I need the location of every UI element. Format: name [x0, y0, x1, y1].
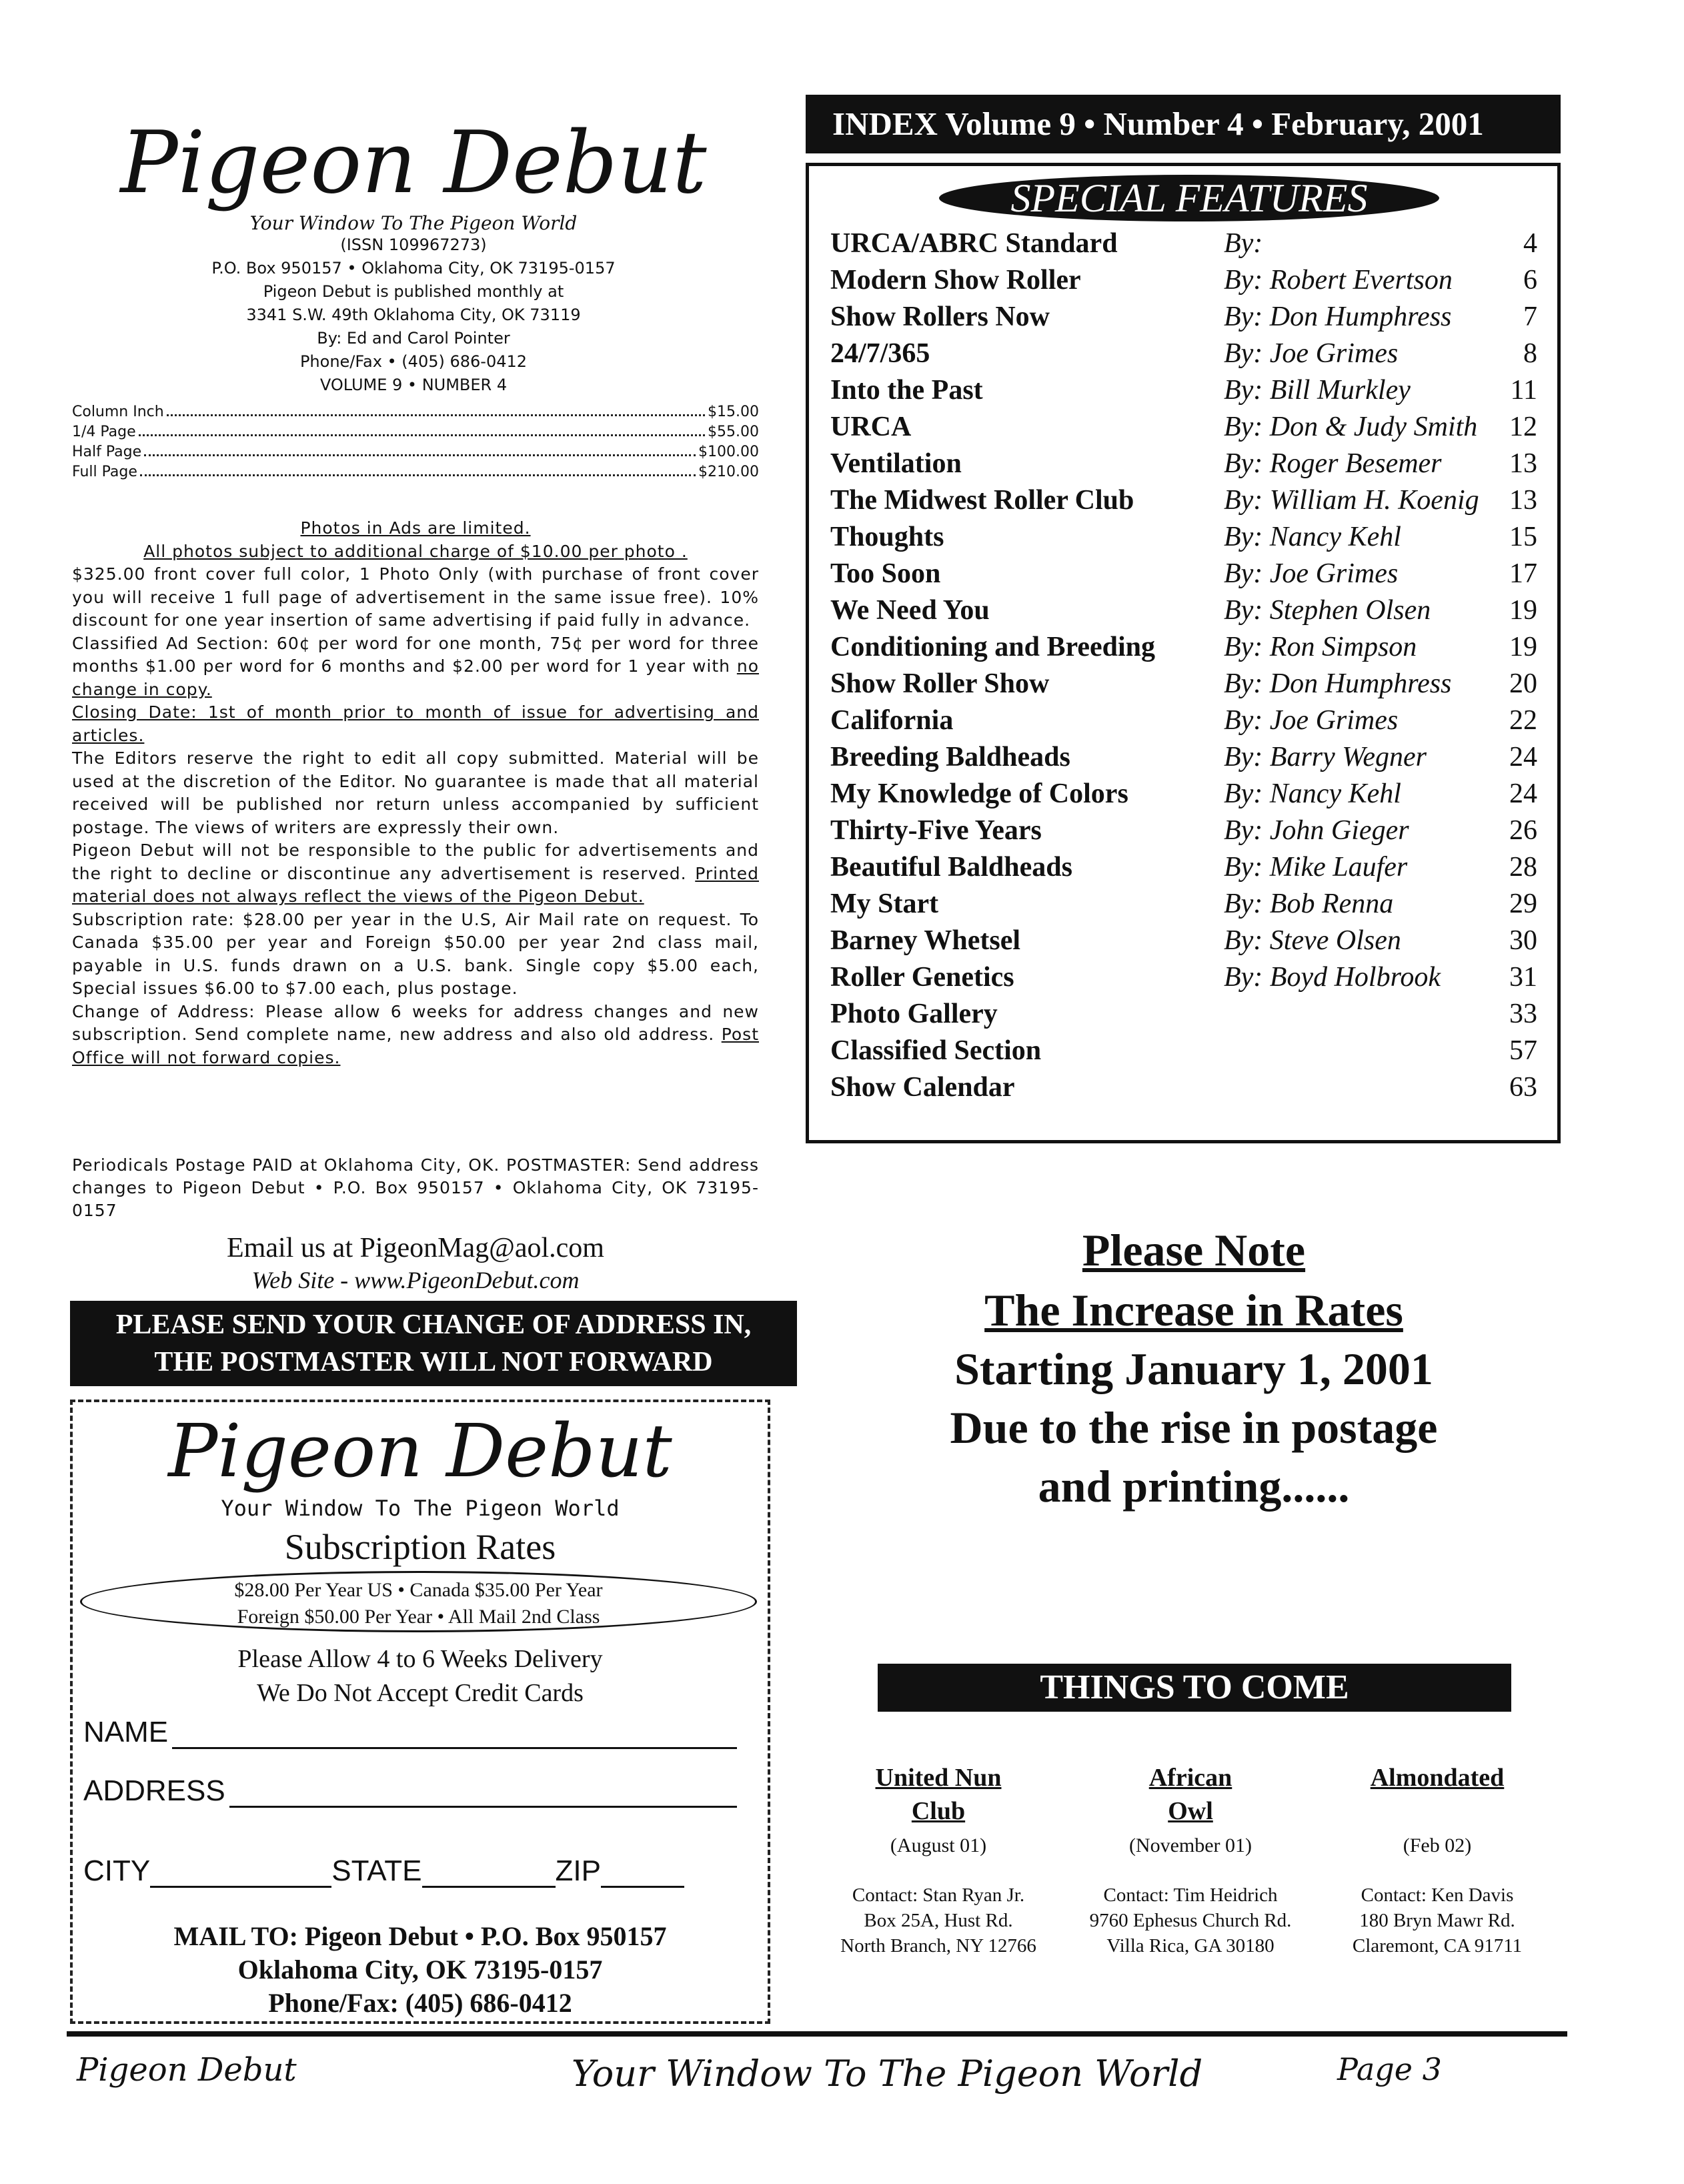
feature-row	[830, 372, 1537, 409]
po-box: P.O. Box 950157 • Oklahoma City, OK 73195-0157	[211, 259, 616, 278]
feature-title: Modern Show Roller	[830, 265, 1081, 296]
feature-page: 12	[1509, 412, 1537, 442]
feature-title: 24/7/365	[830, 338, 930, 369]
city-line[interactable]	[150, 1861, 331, 1888]
feature-by: By: Joe Grimes	[1224, 558, 1399, 589]
feature-by: By: Bill Murkley	[1224, 375, 1411, 406]
feature-row	[830, 666, 1537, 702]
feature-by: By: Bob Renna	[1224, 889, 1394, 919]
feature-title: Too Soon	[830, 558, 941, 589]
feature-row	[830, 739, 1537, 776]
editors-note: The Editors reserve the right to edit all copy submitted. Material will be used at the discretion of the Editor. No guarantee is made that all material received will be published nor return unless accompanied by sufficient postage. The views of writers are expressly their own.	[72, 748, 759, 837]
street-address: 3341 S.W. 49th Oklahoma City, OK 73119	[246, 306, 581, 324]
feature-by: By: Stephen Olsen	[1224, 595, 1431, 626]
rate-label: Column Inch	[72, 404, 164, 420]
feature-row	[830, 482, 1537, 519]
feature-by: By: Roger Besemer	[1224, 448, 1442, 479]
feature-row	[830, 225, 1537, 262]
feature-page: 7	[1523, 302, 1537, 332]
rate-label: Half Page	[72, 444, 142, 460]
feature-page: 4	[1523, 228, 1537, 259]
feature-title: URCA/ABRC Standard	[830, 228, 1118, 259]
footer-publication: Pigeon Debut	[77, 2051, 297, 2089]
feature-by: By: Nancy Kehl	[1224, 522, 1401, 552]
masthead-tagline: Your Window To The Pigeon World	[249, 212, 578, 234]
feature-page: 28	[1509, 852, 1537, 883]
feature-title: Into the Past	[830, 375, 983, 406]
page-number: Page 3	[1337, 2051, 1442, 2087]
rate-value: $15.00	[708, 404, 759, 420]
feature-by: By: Don Humphress	[1224, 668, 1452, 699]
rate-row	[72, 424, 759, 444]
rate-value: $210.00	[698, 464, 759, 480]
coupon-mailing-address: MAIL TO: Pigeon Debut • P.O. Box 950157 Oklahoma City, OK 73195-0157 Phone/Fax: (405) 686-0412	[173, 1921, 667, 2018]
feature-page: 6	[1523, 265, 1537, 296]
feature-title: Classified Section	[830, 1035, 1042, 1066]
publishers: By: Ed and Carol Pointer	[317, 329, 510, 348]
coupon-logo: Pigeon Debut	[168, 1408, 672, 1494]
event-name-cont: Owl	[1168, 1797, 1213, 1825]
feature-page: 57	[1509, 1035, 1537, 1066]
feature-row	[830, 923, 1537, 959]
feature-title: My Knowledge of Colors	[830, 778, 1128, 809]
event-date: (Feb 02)	[1403, 1834, 1472, 1856]
rate-reason-cont: and printing......	[1038, 1461, 1350, 1512]
feature-page: 15	[1509, 522, 1537, 552]
name-line[interactable]	[172, 1722, 737, 1749]
rate-value: $55.00	[708, 424, 759, 440]
feature-page: 19	[1509, 632, 1537, 662]
feature-page: 22	[1509, 705, 1537, 736]
feature-title: Breeding Baldheads	[830, 742, 1070, 772]
feature-row	[830, 886, 1537, 923]
address-change-banner: PLEASE SEND YOUR CHANGE OF ADDRESS IN, THE POSTMASTER WILL NOT FORWARD	[70, 1301, 797, 1386]
feature-title: Thirty-Five Years	[830, 815, 1042, 846]
feature-row	[830, 1033, 1537, 1069]
rate-row	[72, 404, 759, 424]
name-label: NAME	[83, 1716, 169, 1748]
feature-page: 13	[1509, 448, 1537, 479]
feature-page: 24	[1509, 742, 1537, 772]
feature-row	[830, 299, 1537, 336]
issn: (ISSN 109967273)	[340, 235, 487, 254]
feature-by: By: Joe Grimes	[1224, 338, 1399, 369]
feature-row	[830, 629, 1537, 666]
feature-row	[830, 959, 1537, 996]
coupon-rates-oval: $28.00 Per Year US • Canada $35.00 Per Year Foreign $50.00 Per Year • All Mail 2nd Class	[80, 1571, 757, 1632]
event-united-nun-club	[828, 1761, 1048, 1857]
feature-page: 26	[1509, 815, 1537, 846]
feature-by: By: Barry Wegner	[1224, 742, 1427, 772]
ad-rates	[72, 404, 759, 484]
footer-rule	[67, 2031, 1567, 2037]
email-link[interactable]: Email us at PigeonMag@aol.com	[227, 1233, 604, 1263]
front-cover-rate: $325.00 front cover full color, 1 Photo Only (with purchase of front cover you will receive 1 full page of advertisement in the same issue free). 10% discount for one year insertion of same advertising if paid fully in advance.	[72, 564, 759, 630]
special-features-label: SPECIAL FEATURES	[939, 175, 1439, 221]
feature-title: Ventilation	[830, 448, 962, 479]
event-name: United Nun	[875, 1764, 1002, 1792]
advertising-policy	[72, 517, 759, 1069]
feature-row	[830, 776, 1537, 812]
event-contact: Contact: Ken Davis 180 Bryn Mawr Rd. Claremont, CA 91711	[1352, 1884, 1523, 1957]
website-link[interactable]: Web Site - www.PigeonDebut.com	[251, 1267, 580, 1293]
feature-page: 29	[1509, 889, 1537, 919]
state-label: STATE	[331, 1854, 422, 1887]
things-to-come-banner: THINGS TO COME	[878, 1664, 1511, 1712]
coupon-delivery-note: Please Allow 4 to 6 Weeks Delivery We Do Not Accept Credit Cards	[237, 1645, 603, 1707]
feature-title: Roller Genetics	[830, 962, 1014, 993]
feature-by: By: Nancy Kehl	[1224, 778, 1401, 809]
feature-by: By: Steve Olsen	[1224, 925, 1401, 956]
feature-title: Show Calendar	[830, 1072, 1015, 1103]
feature-title: My Start	[830, 889, 939, 919]
feature-page: 31	[1509, 962, 1537, 993]
rate-reason: Due to the rise in postage	[950, 1402, 1438, 1453]
zip-line[interactable]	[601, 1861, 684, 1888]
feature-page: 24	[1509, 778, 1537, 809]
address-label: ADDRESS	[83, 1774, 225, 1807]
feature-row	[830, 262, 1537, 299]
feature-page: 13	[1509, 485, 1537, 516]
state-line[interactable]	[422, 1861, 556, 1888]
address-field[interactable]	[83, 1774, 737, 1808]
feature-by: By: Ron Simpson	[1224, 632, 1417, 662]
photos-charge: All photos subject to additional charge of $10.00 per photo .	[143, 541, 688, 561]
footer-tagline: Your Window To The Pigeon World	[571, 2053, 1203, 2095]
event-name: African	[1148, 1764, 1232, 1792]
feature-title: The Midwest Roller Club	[830, 485, 1134, 516]
postage-notice: Periodicals Postage PAID at Oklahoma City, OK. POSTMASTER: Send address changes to Pigeon Debut • P.O. Box 950157 • Oklahoma City, OK 73195-0157	[72, 1155, 759, 1220]
feature-by: By: William H. Koenig	[1224, 485, 1479, 516]
feature-row	[830, 519, 1537, 556]
published-note: Pigeon Debut is published monthly at	[263, 282, 564, 301]
event-contact: Contact: Tim Heidrich 9760 Ephesus Church Rd. Villa Rica, GA 30180	[1089, 1884, 1292, 1957]
feature-row	[830, 446, 1537, 482]
feature-page: 19	[1509, 595, 1537, 626]
feature-row	[830, 812, 1537, 849]
rate-start-date: Starting January 1, 2001	[954, 1343, 1433, 1394]
feature-row	[830, 556, 1537, 592]
event-date: (November 01)	[1128, 1834, 1252, 1856]
feature-page: 11	[1510, 375, 1537, 406]
feature-page: 8	[1523, 338, 1537, 369]
feature-by: By: Robert Evertson	[1224, 265, 1453, 296]
feature-by: By: Mike Laufer	[1224, 852, 1408, 883]
city-label: CITY	[83, 1854, 151, 1887]
closing-date: Closing Date: 1st of month prior to month of issue for advertising and articles.	[72, 702, 759, 745]
feature-row	[830, 702, 1537, 739]
city-state-zip-field[interactable]	[83, 1854, 724, 1888]
feature-by: By: Joe Grimes	[1224, 705, 1399, 736]
feature-row	[830, 1069, 1537, 1106]
masthead-logo: Pigeon Debut	[120, 113, 707, 213]
event-date: (August 01)	[890, 1834, 987, 1856]
feature-title: Barney Whetsel	[830, 925, 1021, 956]
feature-title: Conditioning and Breeding	[830, 632, 1156, 662]
feature-by: By: John Gieger	[1224, 815, 1409, 846]
event-name-cont: Club	[911, 1797, 966, 1825]
feature-title: California	[830, 705, 954, 736]
feature-by: By: Boyd Holbrook	[1224, 962, 1441, 993]
photos-limited: Photos in Ads are limited.	[300, 518, 531, 538]
feature-by: By: Don Humphress	[1224, 302, 1452, 332]
rate-label: Full Page	[72, 464, 137, 480]
rate-increase-heading: The Increase in Rates	[984, 1285, 1403, 1335]
feature-title: Show Roller Show	[830, 668, 1050, 699]
rate-label: 1/4 Page	[72, 424, 136, 440]
name-field[interactable]	[83, 1716, 737, 1749]
classified-rates: Classified Ad Section: 60¢ per word for one month, 75¢ per word for three months $1.00 per word for 6 months and $2.00 per word for 1 year with no change in copy.	[72, 633, 759, 699]
responsibility-note: Pigeon Debut will not be responsible to the public for advertisements and the right to decline or discontinue any advertisement is reserved. Printed material does not always reflect the views of the Pigeon Debut.	[72, 841, 759, 906]
rate-value: $100.00	[698, 444, 759, 460]
address-line[interactable]	[229, 1781, 737, 1808]
feature-title: Beautiful Baldheads	[830, 852, 1072, 883]
feature-page: 17	[1509, 558, 1537, 589]
event-african-owl	[1080, 1761, 1301, 1857]
zip-label: ZIP	[555, 1854, 601, 1887]
feature-page: 33	[1509, 999, 1537, 1029]
feature-row	[830, 849, 1537, 886]
volume-number: VOLUME 9 • NUMBER 4	[319, 376, 508, 394]
feature-page: 63	[1509, 1072, 1537, 1103]
feature-row	[830, 409, 1537, 446]
coupon-title: Subscription Rates	[284, 1527, 556, 1567]
feature-title: Photo Gallery	[830, 999, 998, 1029]
feature-row	[830, 996, 1537, 1033]
feature-title: We Need You	[830, 595, 990, 626]
phone-fax: Phone/Fax • (405) 686-0412	[299, 352, 528, 371]
feature-title: URCA	[830, 412, 912, 442]
rate-row	[72, 444, 759, 464]
feature-by: By: Don & Judy Smith	[1224, 412, 1478, 442]
event-almondated	[1327, 1761, 1547, 1857]
rate-row	[72, 464, 759, 484]
feature-title: Thoughts	[830, 522, 944, 552]
event-name: Almondated	[1370, 1764, 1505, 1792]
feature-page: 20	[1509, 668, 1537, 699]
feature-row	[830, 336, 1537, 372]
coupon-tagline: Your Window To The Pigeon World	[221, 1496, 620, 1521]
please-note-heading: Please Note	[1082, 1225, 1306, 1275]
feature-page: 30	[1509, 925, 1537, 956]
feature-row	[830, 592, 1537, 629]
feature-title: Show Rollers Now	[830, 302, 1050, 332]
subscription-rate: Subscription rate: $28.00 per year in the U.S, Air Mail rate on request. To Canada $35.00 per year and Foreign $50.00 per year 2nd class mail, payable in U.S. funds drawn on a U.S. bank. Single copy $5.00 each, Special issues $6.00 to $7.00 each, plus postage.	[72, 909, 759, 998]
index-header: INDEX Volume 9 • Number 4 • February, 2001	[806, 95, 1561, 153]
feature-by: By:	[1224, 228, 1263, 259]
masthead-info	[73, 233, 754, 397]
address-change-note: Change of Address: Please allow 6 weeks for address changes and new subscription. Send complete name, new address and also old address. Post Office will not forward copies.	[72, 1001, 760, 1067]
event-contact: Contact: Stan Ryan Jr. Box 25A, Hust Rd. North Branch, NY 12766	[840, 1884, 1036, 1957]
